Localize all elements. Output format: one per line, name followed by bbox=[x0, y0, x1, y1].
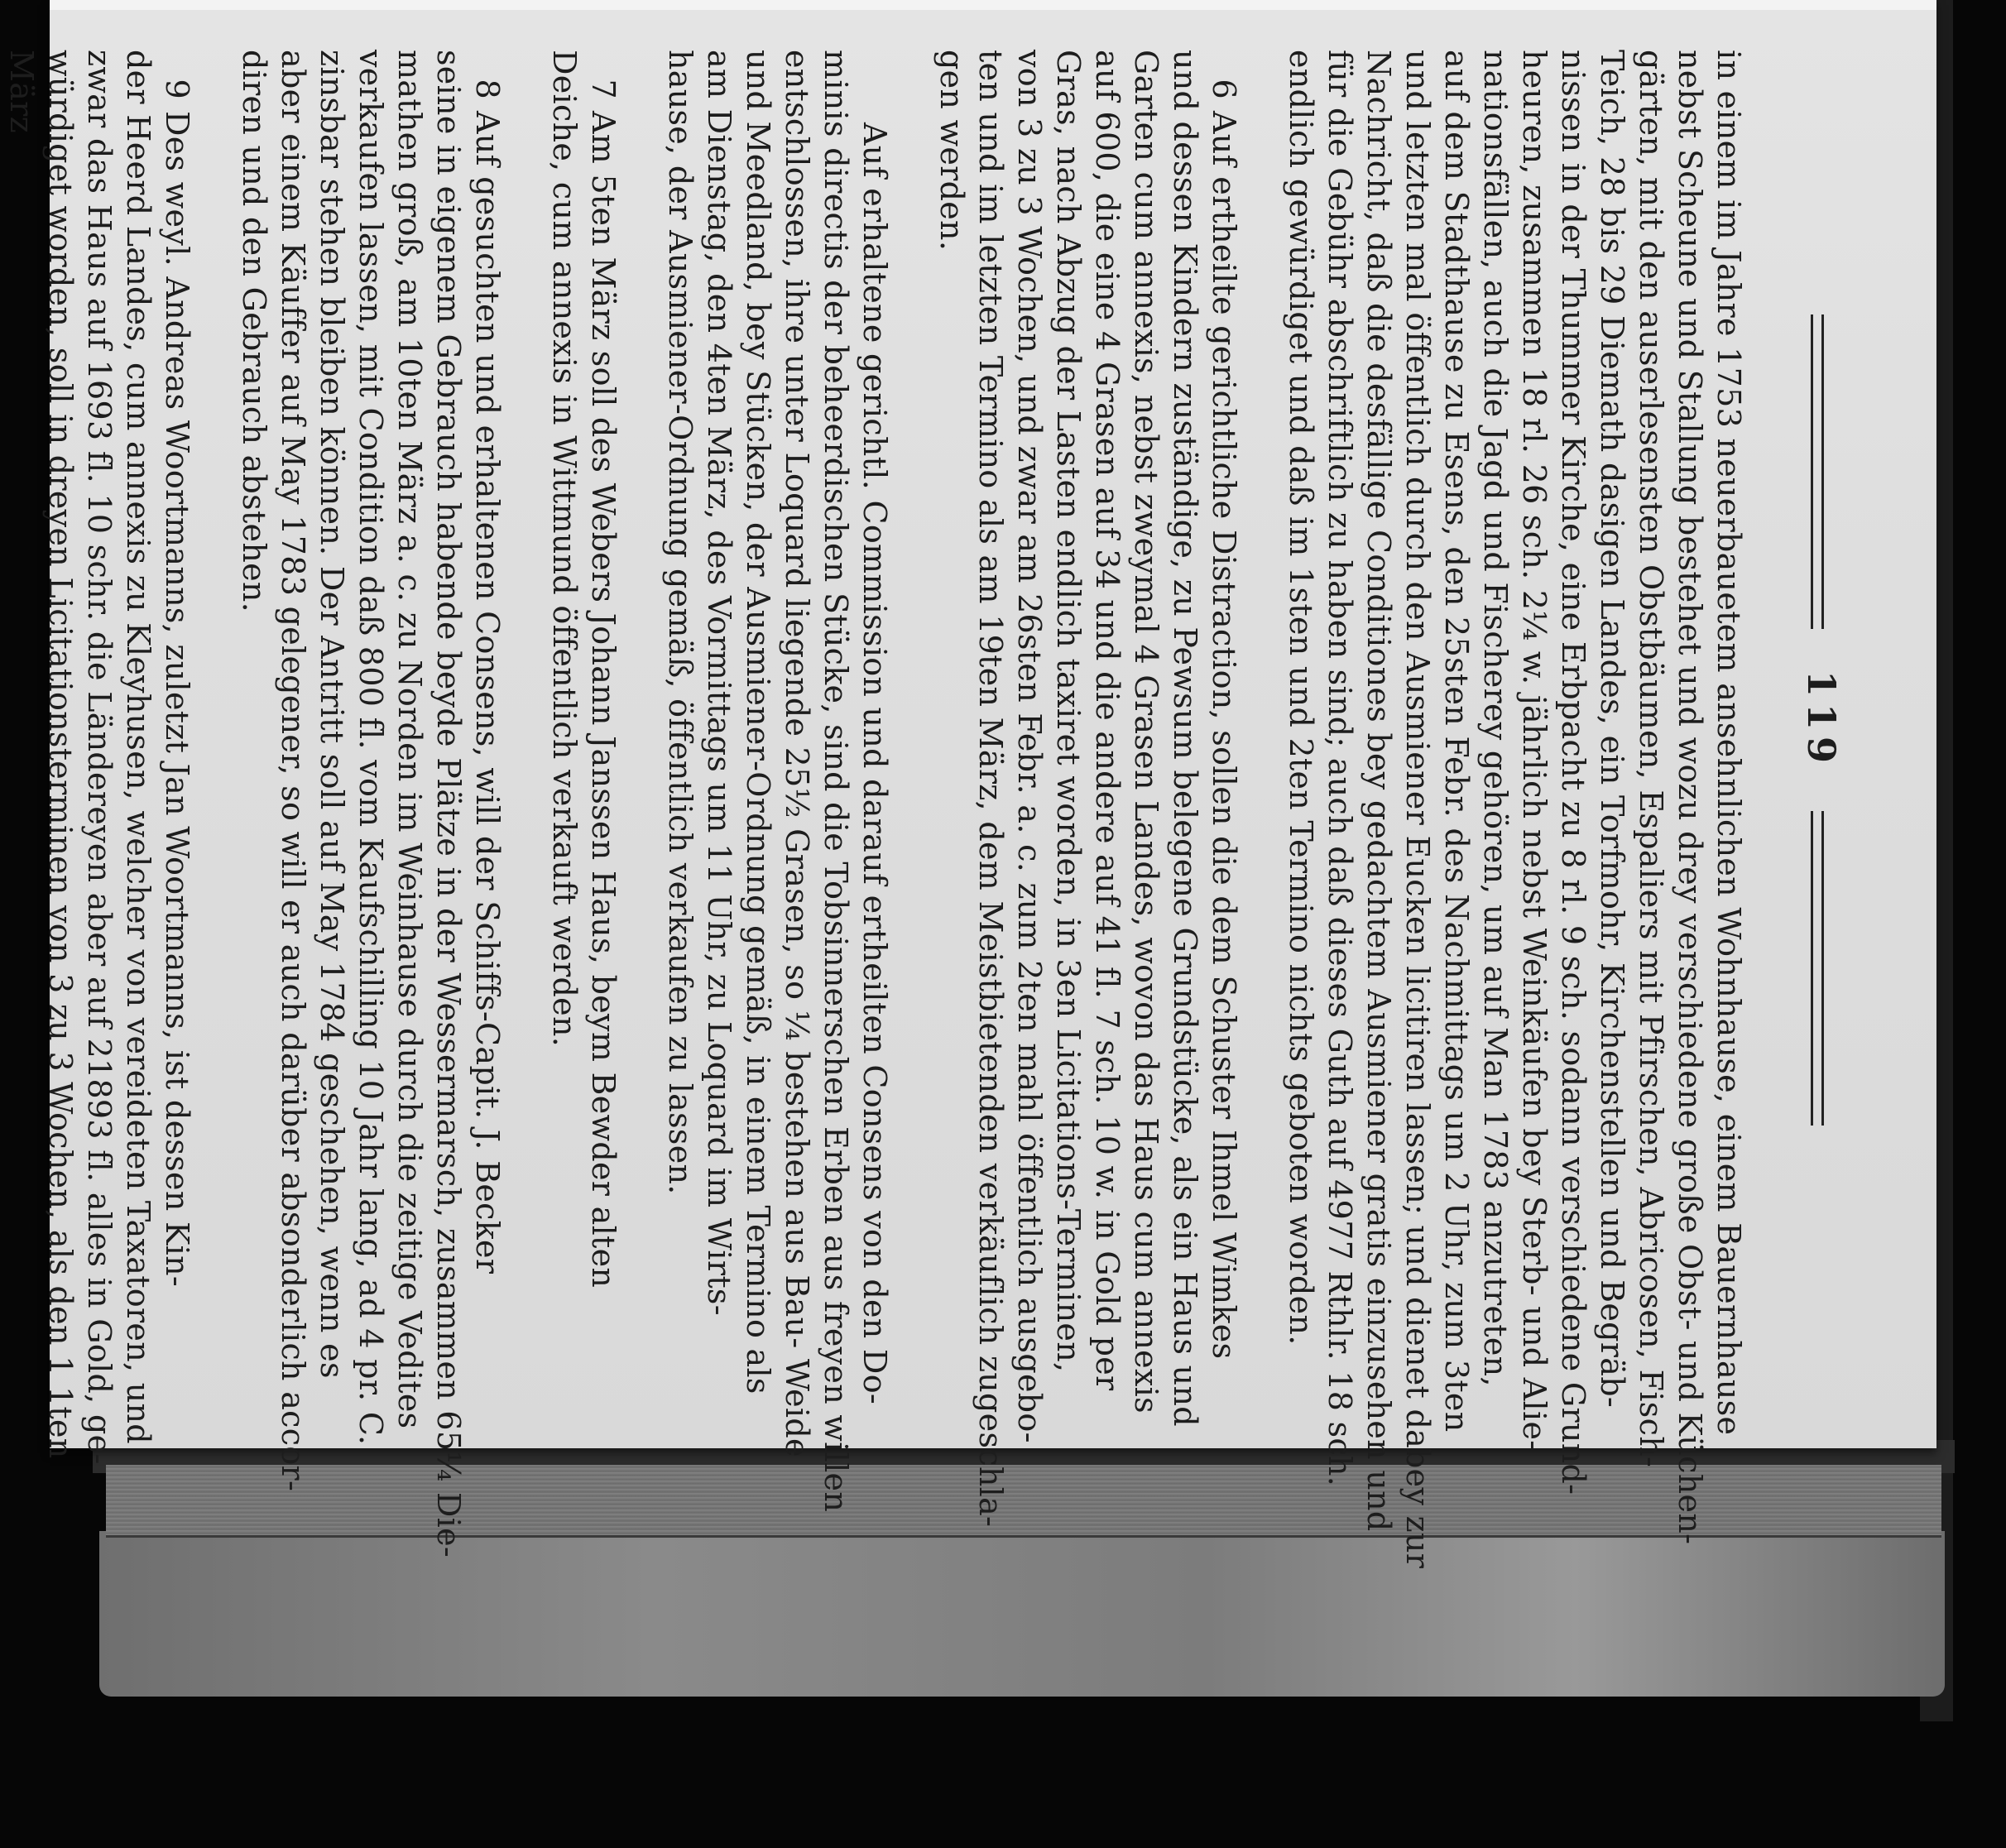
line-text: heuren, zusammen 18 rl. 26 sch. 2¼ w. jährlich nebst Weinkäufen bey Sterb- und Alie- bbox=[1516, 50, 1552, 1452]
line-text: nebst Scheune und Stallung bestehet und wozu drey verschiedene große Obst- und Küchen- bbox=[1672, 50, 1708, 1545]
line-text: auf dem Stadthause zu Esens, den 25sten Febr. des Nachmittags um 2 Uhr, zum 3ten bbox=[1438, 50, 1475, 1433]
page-text-layer bbox=[3, 17, 1849, 1569]
text-line bbox=[1398, 50, 1437, 1569]
line-text: nissen in der Thummer Kirche, eine Erbpacht zu 8 rl. 9 sch. sodann verschiedene Grund- bbox=[1555, 50, 1591, 1495]
text-line bbox=[234, 50, 273, 1407]
line-text: und letzten mal öffentlich durch den Ausmiener Eucken licitiren lassen; und dienet dabey zur bbox=[1399, 50, 1436, 1569]
paragraph bbox=[2, 50, 196, 1465]
line-text: zwar das Haus auf 1693 fl. 10 schr. die Ländereyen aber auf 21893 fl. alles in Gold, ge- bbox=[81, 50, 118, 1465]
page-header bbox=[1783, 17, 1849, 1423]
text-line bbox=[118, 50, 157, 1444]
text-line bbox=[855, 50, 894, 1407]
line-text: entschlossen, ihre unter Loquard liegende 25½ Grasen, so ¼ bestehen aus Bau- Weide bbox=[779, 50, 815, 1457]
header-rule-left bbox=[1811, 314, 1824, 629]
line-text: gärten, mit den auserlesensten Obstbäumen, Espaliers mit Pfirschen, Abricosen, Fisch- bbox=[1633, 50, 1669, 1468]
text-line bbox=[157, 50, 196, 1407]
text-line bbox=[1049, 50, 1087, 1407]
text-line bbox=[468, 50, 506, 1407]
line-text: ten und im letzten Termino als am 19ten März, dem Meistbietenden verkäuflich zugeschla- bbox=[972, 50, 1009, 1528]
text-line bbox=[738, 50, 777, 1407]
paragraph bbox=[1281, 50, 1748, 1569]
text-line bbox=[41, 50, 79, 1459]
paragraph-number: 7 bbox=[585, 79, 621, 99]
text-line bbox=[660, 50, 699, 1407]
line-text: endlich gewürdiget und daß im 1sten und 2ten Termino nichts geboten worden. bbox=[1283, 50, 1319, 1346]
paragraph bbox=[660, 50, 894, 1513]
text-line bbox=[1437, 50, 1476, 1433]
page-body bbox=[2, 50, 1748, 1569]
line-text: verkaufen lassen, mit Condition daß 800 fl. vom Kaufschilling 10 Jahr lang, ad 4 pr. C. bbox=[353, 50, 389, 1446]
page-number: 119 bbox=[1799, 670, 1844, 770]
line-text: Auf gesuchten und erhaltenen Consens, will der Schiffs-Capit. J. Becker bbox=[469, 111, 506, 1274]
line-text: Gras, nach Abzug der Lasten endlich taxiret worden, in 3en Licitations-Terminen, bbox=[1050, 50, 1087, 1373]
text-line bbox=[816, 50, 855, 1513]
line-text: nationsfällen, auch die Jagd und Fischerey gehören, um auf Man 1783 anzutreten, bbox=[1477, 50, 1514, 1387]
text-line bbox=[1204, 50, 1243, 1407]
text-line bbox=[699, 50, 738, 1407]
line-text: gen werden. bbox=[933, 50, 970, 252]
line-text: Teich, 28 bis 29 Diemath dasigen Landes, ein Torfmohr, Kirchenstellen und Begräb- bbox=[1594, 50, 1630, 1408]
paragraph bbox=[932, 50, 1243, 1528]
line-text: Auf erhaltene gerichtl. Commission und darauf ertheilten Consens von den Do- bbox=[857, 122, 893, 1405]
line-text: und Meedland, bey Stücken, der Ausmiener-Ordnung gemäß, in einem Termino als bbox=[740, 50, 776, 1394]
text-line bbox=[777, 50, 816, 1457]
line-text: von 3 zu 3 Wochen, und zwar am 26sten Febr. a. c. zum 2ten mahl öffentlich ausgebo- bbox=[1011, 50, 1048, 1443]
text-line bbox=[1670, 50, 1709, 1545]
line-text: diren und den Gebrauch abstehen. bbox=[236, 50, 272, 613]
text-line bbox=[583, 50, 622, 1407]
text-line bbox=[1553, 50, 1592, 1495]
text-line bbox=[1165, 50, 1204, 1427]
paragraph-gap bbox=[894, 50, 932, 1407]
paragraph bbox=[545, 50, 622, 1407]
line-text: in einem im Jahre 1753 neuerbauetem ansehnlichen Wohnhause, einem Bauernhause bbox=[1711, 50, 1747, 1436]
line-text: Auf ertheilte gerichtliche Distraction, sollen die dem Schuster Ihmel Wimkes bbox=[1206, 111, 1242, 1360]
paragraph-gap bbox=[196, 50, 234, 1407]
paragraph-number: 6 bbox=[1206, 79, 1242, 99]
paragraph-gap bbox=[1243, 50, 1281, 1407]
text-line bbox=[312, 50, 351, 1407]
text-line bbox=[2, 50, 41, 1407]
line-text: der Heerd Landes, cum annexis zu Kleyhusen, welcher von vereideten Taxatoren, und bbox=[120, 50, 156, 1444]
line-text: zinsbar stehen bleiben können. Der Antritt soll auf May 1784 geschehen, wenn es bbox=[314, 50, 350, 1379]
header-rule-right bbox=[1811, 811, 1824, 1126]
text-line bbox=[932, 50, 971, 1407]
text-line bbox=[1126, 50, 1165, 1414]
text-line bbox=[1592, 50, 1631, 1407]
page-block-edge bbox=[106, 1465, 1941, 1538]
text-line bbox=[1359, 50, 1398, 1532]
line-text: Deiche, cum annexis in Wittmund öffentlich verkauft werden. bbox=[546, 50, 583, 1048]
line-text: Nachricht, daß die desfällige Conditiones bey gedachtem Ausmiener gratis einzusehen und bbox=[1361, 50, 1397, 1532]
page-top-edge bbox=[50, 0, 1936, 10]
text-line bbox=[1514, 50, 1553, 1452]
line-text: und dessen Kindern zuständige, zu Pewsum belegene Grundstücke, als ein Haus und bbox=[1167, 50, 1203, 1427]
line-text: Des weyl. Andreas Woortmanns, zuletzt Jan Woortmanns, ist dessen Kin- bbox=[159, 111, 195, 1288]
text-line bbox=[1010, 50, 1049, 1443]
paragraph bbox=[234, 50, 506, 1558]
line-text: am Dienstag, den 4ten März, des Vormittags um 11 Uhr, zu Loquard im Wirts- bbox=[701, 50, 737, 1316]
line-text: aber einem Käuffer auf May 1783 gelegener, so will er auch darüber absonderlich accor- bbox=[275, 50, 311, 1492]
text-line bbox=[971, 50, 1010, 1528]
line-text: hause, der Ausmiener-Ordnung gemäß, öffentlich verkaufen zu lassen. bbox=[662, 50, 698, 1195]
text-line bbox=[351, 50, 390, 1446]
text-line bbox=[1320, 50, 1359, 1487]
line-text: minis directis der beheerdischen Stücke, sind die Tobsinnerschen Erben aus freyen willen bbox=[818, 50, 854, 1513]
text-line bbox=[273, 50, 312, 1492]
text-line bbox=[1087, 50, 1126, 1407]
line-text: Garten cum annexis, nebst zweymal 4 Grasen Landes, wovon das Haus cum annexis bbox=[1128, 50, 1164, 1414]
line-text: für die Gebühr abschriftlich zu haben sind; auch daß dieses Guth auf 4977 Rthlr. 18 sch. bbox=[1322, 50, 1358, 1487]
line-text: Am 5ten März soll des Webers Johann Janssen Haus, beym Bewder alten bbox=[585, 111, 621, 1289]
text-line bbox=[1476, 50, 1514, 1407]
line-text: auf 600, die eine 4 Grasen auf 34 und die andere auf 41 fl. 7 sch. 10 w. in Gold per bbox=[1089, 50, 1125, 1391]
line-text: würdiget worden, soll in dreyen Licitationsterminen von 3 zu 3 Wochen, als den 1 1ten bbox=[42, 50, 79, 1459]
line-text: seine in eigenem Gebrauch habende beyde Plätze in der Wessermarsch, zusammen 65¼ Die- bbox=[430, 50, 467, 1558]
paragraph-gap bbox=[622, 50, 660, 1407]
paragraph-gap bbox=[506, 50, 545, 1407]
text-line bbox=[1281, 50, 1320, 1407]
text-line bbox=[1631, 50, 1670, 1468]
line-text: mathen groß, am 10ten März a. c. zu Norden im Weinhause durch die zeitige Vedites bbox=[391, 50, 428, 1429]
line-text: März bbox=[3, 50, 40, 133]
paragraph-number: 9 bbox=[159, 79, 195, 99]
book-cover-board bbox=[99, 1531, 1945, 1697]
text-line bbox=[545, 50, 583, 1407]
text-line bbox=[390, 50, 429, 1429]
paragraph-number: 8 bbox=[469, 79, 506, 99]
text-line bbox=[79, 50, 118, 1465]
text-line bbox=[1709, 50, 1748, 1436]
text-line bbox=[429, 50, 468, 1558]
